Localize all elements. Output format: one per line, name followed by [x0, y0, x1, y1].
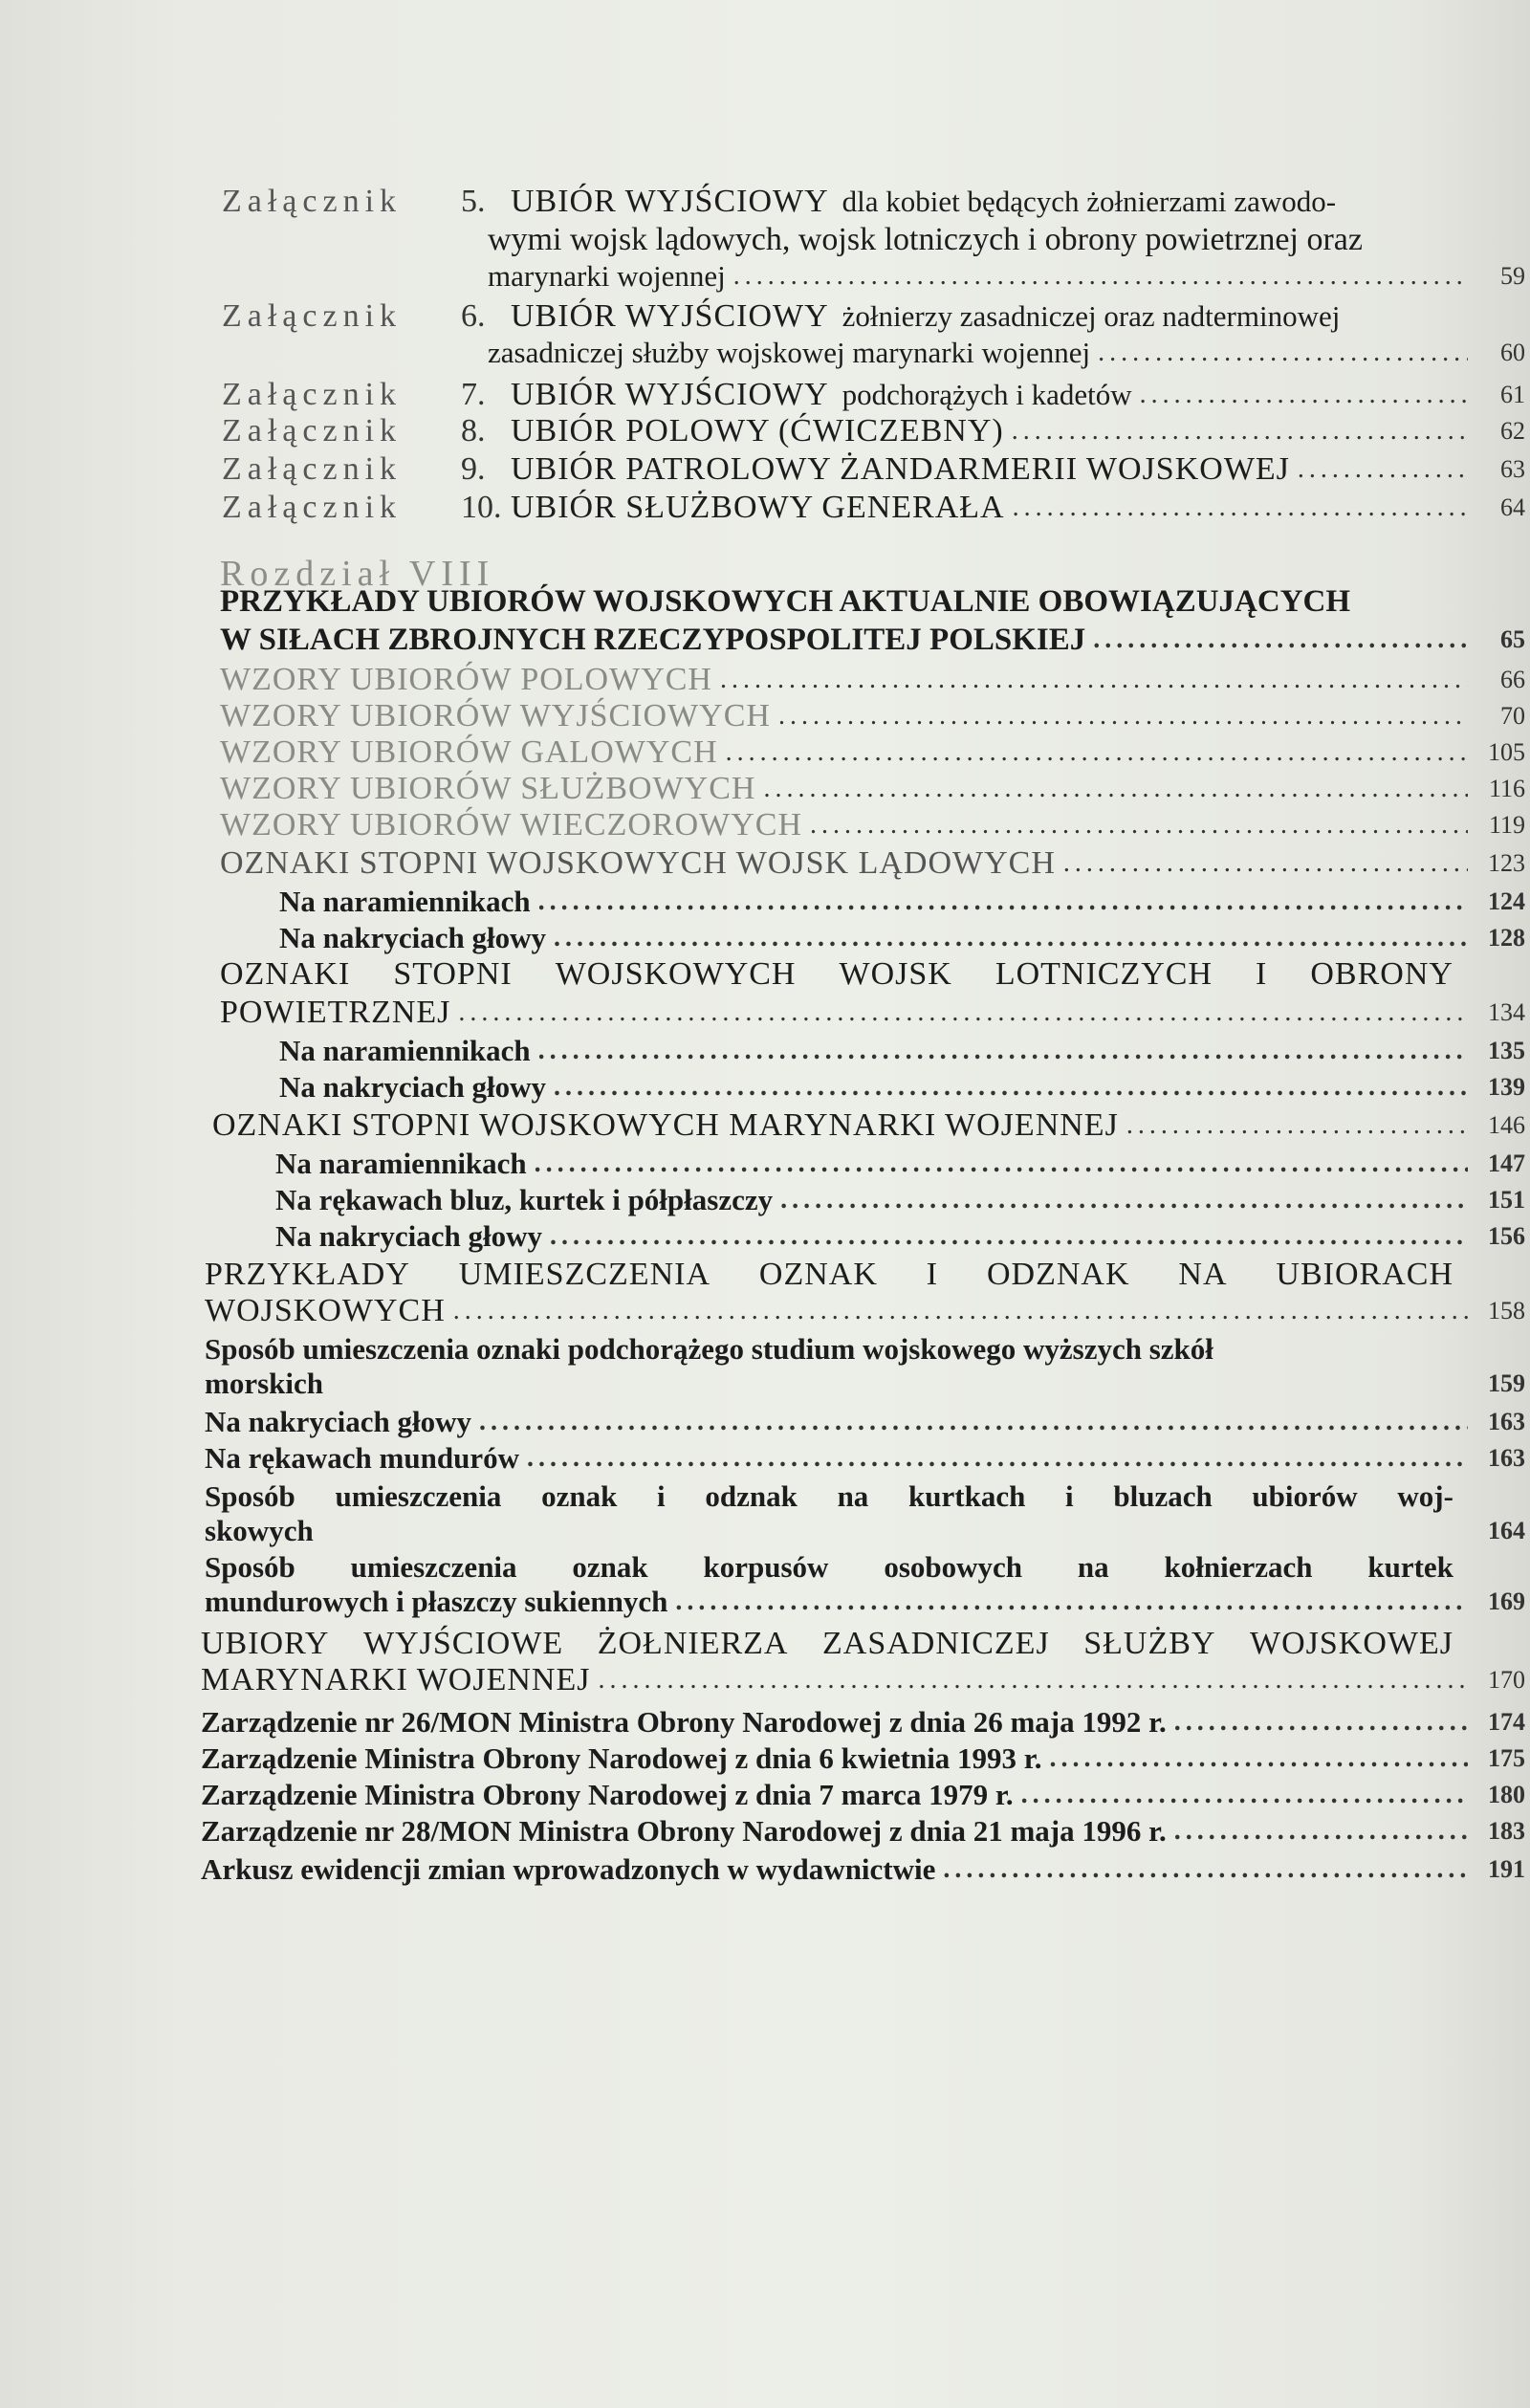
annex-number: 9.	[461, 451, 486, 487]
annex-5-line-1	[222, 184, 1465, 220]
page-number: 62	[1500, 417, 1525, 445]
annex-5-line-3	[488, 258, 1525, 295]
entry-text: OZNAKI STOPNI WOJSKOWYCH WOJSK LĄDOWYCH	[220, 845, 1056, 881]
page-number: 128	[1488, 924, 1525, 952]
page-number: 116	[1488, 775, 1525, 802]
entry-text: morskich	[205, 1367, 323, 1400]
annex-7	[222, 377, 1525, 413]
toc-entry-line-2	[205, 1293, 1525, 1329]
page-number: 151	[1488, 1186, 1525, 1214]
toc-entry-line-1: UBIORY WYJŚCIOWE ŻOŁNIERZA ZASADNICZEJ SŁUŻBY WOJSKOWEJ	[201, 1626, 1454, 1661]
entry-text: Na rękawach mundurów	[205, 1441, 519, 1475]
page-number: 180	[1488, 1781, 1525, 1808]
toc-subentry	[279, 884, 1525, 920]
entry-text: WZORY UBIORÓW GALOWYCH	[220, 734, 718, 770]
leader-dots	[1021, 1777, 1468, 1813]
page-number: 134	[1488, 998, 1525, 1026]
page-number: 66	[1500, 666, 1525, 693]
toc-entry	[205, 1440, 1525, 1477]
entry-text: Na naramiennikach	[275, 1147, 527, 1180]
toc-entry-line-1: OZNAKI STOPNI WOJSKOWYCH WOJSK LOTNICZYCH I OBRONY	[220, 956, 1454, 992]
leader-dots	[780, 1182, 1468, 1218]
page-number: 170	[1488, 1666, 1525, 1694]
toc-entry-line-1: Sposób umieszczenia oznaki podchorążego studium wojskowego wyższych szkół	[205, 1332, 1213, 1366]
leader-dots	[1174, 1704, 1468, 1740]
page-number: 119	[1488, 811, 1525, 839]
entry-text: WZORY UBIORÓW WIECZOROWYCH	[220, 807, 802, 843]
annex-text: zasadniczej służby wojskowej marynarki wojennej	[488, 336, 1091, 369]
toc-entry	[212, 1107, 1525, 1144]
annex-5-line-2: wymi wojsk lądowych, wojsk lotniczych i obrony powietrznej oraz	[488, 222, 1363, 257]
page-number: 164	[1488, 1517, 1525, 1544]
page-number: 146	[1488, 1111, 1525, 1139]
entry-text: mundurowych i płaszczy sukiennych	[205, 1585, 668, 1618]
toc-entry	[220, 662, 1525, 698]
leader-dots	[763, 771, 1468, 807]
entry-text: Zarządzenie nr 26/MON Ministra Obrony Narodowej z dnia 26 maja 1992 r.	[201, 1705, 1167, 1739]
leader-dots	[1063, 845, 1468, 882]
annex-label: Załącznik	[222, 490, 403, 525]
entry-text: Na nakryciach głowy	[279, 1070, 546, 1104]
page-number: 63	[1500, 455, 1525, 483]
annex-6-line-2	[488, 335, 1525, 371]
page-number: 70	[1500, 702, 1525, 730]
leader-dots	[479, 1404, 1468, 1440]
page-number: 135	[1488, 1037, 1525, 1064]
toc-entry	[201, 1813, 1525, 1850]
annex-number: 6.	[461, 298, 486, 334]
entry-text: skowych	[205, 1514, 314, 1547]
chapter-title: W SIŁACH ZBROJNYCH RZECZYPOSPOLITEJ POLSKIEJ	[220, 623, 1086, 657]
annex-number: 8.	[461, 413, 486, 449]
chapter-heading: Rozdział VIII	[220, 554, 495, 594]
leader-dots	[527, 1440, 1468, 1477]
page-number: 158	[1488, 1297, 1525, 1324]
leader-dots	[453, 1293, 1468, 1329]
annex-10	[222, 490, 1525, 526]
toc-entry-line-2	[205, 1513, 1525, 1549]
entry-text: WZORY UBIORÓW POLOWYCH	[220, 662, 712, 697]
toc-entry-line-1: Sposób umieszczenia oznak i odznak na kurtkach i bluzach ubiorów woj-	[205, 1479, 1454, 1513]
page-number: 123	[1488, 849, 1525, 877]
annex-number: 10.	[461, 490, 502, 525]
annex-title: UBIÓR WYJŚCIOWY	[511, 184, 829, 219]
annex-title: UBIÓR POLOWY (ĆWICZEBNY)	[511, 413, 1004, 449]
toc-entry	[201, 1704, 1525, 1740]
leader-dots	[550, 1218, 1468, 1255]
page-number: 105	[1488, 738, 1525, 766]
leader-dots	[1140, 377, 1468, 413]
leader-dots	[1012, 413, 1468, 449]
annex-title: UBIÓR WYJŚCIOWY	[511, 377, 829, 412]
toc-entry-line-1: PRZYKŁADY UMIESZCZENIA OZNAK I ODZNAK NA UBIORACH	[205, 1257, 1454, 1292]
toc-entry	[205, 1404, 1525, 1440]
leader-dots	[1298, 451, 1468, 488]
chapter-title-line-1: PRZYKŁADY UBIORÓW WOJSKOWYCH AKTUALNIE OBOWIĄZUJĄCYCH	[220, 584, 1351, 619]
entry-text: OZNAKI STOPNI WOJSKOWYCH MARYNARKI WOJENNEJ	[212, 1107, 1119, 1143]
page-number: 156	[1488, 1222, 1525, 1250]
toc-entry	[201, 1777, 1525, 1813]
page-number: 159	[1488, 1369, 1525, 1397]
toc-subentry	[275, 1182, 1525, 1218]
leader-dots	[726, 734, 1468, 771]
entry-text: Arkusz ewidencji zmian wprowadzonych w wydawnictwie	[201, 1852, 936, 1886]
annex-text: żołnierzy zasadniczej oraz nadterminowej	[842, 299, 1341, 333]
leader-dots	[535, 1146, 1468, 1182]
entry-text: WOJSKOWYCH	[205, 1293, 446, 1328]
page-number: 175	[1488, 1744, 1525, 1772]
annex-6-line-1	[222, 298, 1465, 335]
leader-dots	[733, 258, 1468, 295]
leader-dots	[1126, 1107, 1468, 1144]
page-number: 124	[1488, 887, 1525, 915]
leader-dots	[554, 1069, 1468, 1105]
toc-entry	[201, 1851, 1525, 1888]
leader-dots	[1098, 335, 1468, 371]
toc-subentry	[279, 1069, 1525, 1105]
entry-text: WZORY UBIORÓW WYJŚCIOWYCH	[220, 698, 771, 733]
toc-entry	[201, 1740, 1525, 1777]
annex-8	[222, 413, 1525, 449]
page-number: 64	[1500, 493, 1525, 521]
page-number: 61	[1500, 381, 1525, 408]
entry-text: Na naramiennikach	[279, 885, 531, 918]
entry-text: Na rękawach bluz, kurtek i półpłaszczy	[275, 1183, 774, 1216]
toc-subentry	[279, 1033, 1525, 1069]
entry-text: WZORY UBIORÓW SŁUŻBOWYCH	[220, 771, 756, 806]
page-number: 163	[1488, 1408, 1525, 1435]
leader-dots	[1049, 1740, 1468, 1777]
page-number: 163	[1488, 1444, 1525, 1472]
annex-text: dla kobiet będących żołnierzami zawodo-	[842, 185, 1337, 218]
entry-text: Zarządzenie nr 28/MON Ministra Obrony Narodowej z dnia 21 maja 1996 r.	[201, 1814, 1167, 1848]
annex-label: Załącznik	[222, 451, 403, 487]
page-number: 147	[1488, 1149, 1525, 1177]
annex-label: Załącznik	[222, 298, 403, 334]
annex-title: UBIÓR WYJŚCIOWY	[511, 298, 829, 334]
leader-dots	[538, 1033, 1468, 1069]
leader-dots	[554, 920, 1468, 956]
page-number: 139	[1488, 1073, 1525, 1101]
page-number: 174	[1488, 1708, 1525, 1736]
page-number: 183	[1488, 1817, 1525, 1845]
toc-entry	[220, 734, 1525, 771]
entry-text: Na nakryciach głowy	[279, 921, 546, 954]
leader-dots	[810, 807, 1468, 843]
annex-number: 7.	[461, 377, 486, 412]
annex-label: Załącznik	[222, 184, 403, 219]
leader-dots	[943, 1851, 1468, 1888]
entry-text: Zarządzenie Ministra Obrony Narodowej z dnia 7 marca 1979 r.	[201, 1778, 1014, 1811]
toc-entry	[220, 698, 1525, 734]
entry-text: Na nakryciach głowy	[205, 1405, 471, 1438]
chapter-title-line-2	[220, 622, 1525, 658]
leader-dots	[598, 1662, 1468, 1698]
leader-dots	[538, 884, 1468, 920]
page-number: 60	[1500, 339, 1525, 366]
annex-9	[222, 451, 1525, 488]
entry-text: Na nakryciach głowy	[275, 1219, 542, 1253]
leader-dots	[778, 698, 1468, 734]
toc-entry-line-2	[201, 1662, 1525, 1698]
toc-entry	[220, 771, 1525, 807]
entry-text: POWIETRZNEJ	[220, 995, 451, 1030]
entry-text: Na naramiennikach	[279, 1034, 531, 1067]
leader-dots	[720, 662, 1468, 698]
toc-entry-line-2	[205, 1584, 1525, 1620]
annex-label: Załącznik	[222, 377, 403, 412]
page-number: 65	[1500, 625, 1525, 653]
page-number: 59	[1500, 262, 1525, 290]
annex-text: podchorążych i kadetów	[842, 378, 1132, 411]
toc-entry	[220, 845, 1525, 882]
toc-entry-line-2	[220, 995, 1525, 1031]
toc-entry-line-1: Sposób umieszczenia oznak korpusów osobowych na kołnierzach kurtek	[205, 1550, 1454, 1584]
toc-subentry	[279, 920, 1525, 956]
leader-dots	[1174, 1813, 1468, 1850]
entry-text: MARYNARKI WOJENNEJ	[201, 1662, 591, 1697]
annex-text: marynarki wojennej	[488, 259, 726, 293]
annex-title: UBIÓR SŁUŻBOWY GENERAŁA	[511, 490, 1005, 525]
annex-number: 5.	[461, 184, 486, 219]
entry-text: Zarządzenie Ministra Obrony Narodowej z dnia 6 kwietnia 1993 r.	[201, 1741, 1042, 1775]
leader-dots	[1013, 490, 1468, 526]
annex-title: UBIÓR PATROLOWY ŻANDARMERII WOJSKOWEJ	[511, 451, 1290, 487]
leader-dots	[675, 1584, 1468, 1620]
toc-entry-line-2	[205, 1366, 1525, 1402]
annex-label: Załącznik	[222, 413, 403, 449]
leader-dots	[1093, 622, 1468, 658]
toc-entry	[220, 807, 1525, 843]
toc-subentry	[275, 1146, 1525, 1182]
page-number: 169	[1488, 1587, 1525, 1615]
leader-dots	[458, 995, 1468, 1031]
toc-subentry	[275, 1218, 1525, 1255]
page-number: 191	[1488, 1855, 1525, 1883]
